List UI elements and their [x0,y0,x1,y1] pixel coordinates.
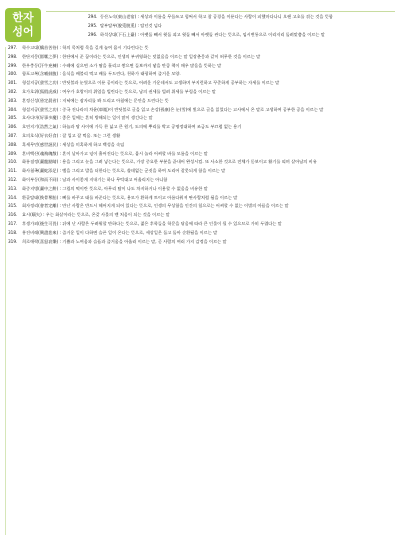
entry-number: 299. [8,62,18,68]
header-rule [46,11,395,12]
entry-text: 형설지공(螢雪之功) : 반딧불과 눈빛으로 이룬 공이라는 뜻으로, 어려운 가운데서도 고생하며 부지런하고 꾸준하게 공부하는 자세를 이르는 말 [22,80,280,86]
list-item [8,71,394,77]
entry-number: 294. [88,14,98,19]
entry-text: 호연지기(浩然之氣) : 하늘과 땅 사이에 가득 찬 넓고 큰 원기, 도의에 뿌리를 박고 공명정대하여 조금도 부끄럼 없는 용기 [22,124,242,130]
left-margin-rule [5,47,6,535]
entry-text: 화사첨족(畵蛇添足) : 뱀을 그리고 발을 더한다는 뜻으로, 쓸데없는 군짓을 하여 도리어 잘못되게 함을 이르는 말 [22,168,226,174]
entry-number: 310. [8,159,18,165]
entry-list [8,14,394,247]
list-item [8,195,394,201]
entry-text: 한단지몽(邯鄲之夢) : 한단에서 꾼 꿈이라는 뜻으로, 인생의 부귀영화는 덧없음을 이르는 말 일장춘몽과 같이 허무한 것을 이르는 말 [22,53,261,59]
list-item [8,32,394,38]
list-item [8,80,394,86]
entry-text: 동산노숙(東山老宿) : 세상과 이름을 무릅쓰고 힘써서 학고 참 공경을 이룬다는 사람이 피했마다나니 오랜 고초를 겪는 것을 뜻함 [100,14,333,19]
entry-text: 흥진비래(興盡悲來) : 즐거운 일이 다하면 슬픈 일이 온다는 뜻으로, 세상일은 돌고 돌아 순환됨을 이르는 말 [22,229,218,235]
entry-number: 319. [8,238,18,244]
entry-text: 형설지공(螢雪之功) : 중국 진나라의 차윤(車胤)이 반딧불로 글을 읽고 손강(孫康)은 눈(雪)에 빛으로 글을 읽었다는 고사에서 온 말로 고생하여 공부한 공을 이르는 말 [22,106,324,112]
list-item [8,107,394,113]
entry-number: 302. [8,88,18,94]
list-item [8,63,394,69]
entry-number: 295. [88,22,98,28]
list-item [8,98,394,104]
entry-text: 탈부탈부(脫兎脫兎) : 탈넌것 넘다 [100,22,162,28]
entry-number: 314. [8,194,18,200]
badge-line-2: 성어 [12,25,34,38]
entry-number: 307. [8,132,18,138]
entry-text: 화중지병(畵中之餠) : 그림의 떡이란 뜻으로, 아무리 탐이 나도 차지하거나 이용할 수 없음을 비유한 말 [22,185,208,191]
entry-number: 308. [8,141,18,147]
list-item [8,133,394,139]
list-item [8,239,394,245]
list-item [8,230,394,236]
entry-number: 306. [8,124,18,130]
entry-number: 315. [8,203,18,209]
entry-text: 한우충동(汗牛充棟) : 수레에 실으면 소가 땀을 흘리고 쌓으면 들보까지 닿을 만큼 책이 매우 많음을 뜻하는 말 [22,62,222,68]
list-item [8,159,394,165]
list-item [8,177,394,183]
list-item [8,14,394,20]
list-item [8,89,394,95]
entry-number: 296. [88,31,98,37]
entry-text: 학수고대(鶴首苦待) : 학의 목처럼 목을 길게 늘여 몹시 기다린다는 뜻 [22,45,149,50]
entry-number: 301. [8,80,18,86]
list-item [8,124,394,130]
entry-number: 303. [8,97,18,103]
entry-number: 298. [8,53,18,59]
entry-text: 호사다마(好事多魔) : 좋은 일에는 흔히 방해되는 일이 많이 생긴다는 말 [22,115,153,121]
list-item [8,45,394,51]
list-item [8,23,394,29]
entry-text: 후생가외(後生可畏) : 뒤에 난 사람은 두려워할 만하다는 뜻으로, 젊은 후학들을 학문을 닦음에 따라 큰 인물이 될 수 있으므로 가히 두렵다는 말 [22,220,282,226]
list-item [8,203,394,209]
entry-text: 효시(嚆矢) : 우는 화살이라는 뜻으로, 온갖 사물의 맨 처음이 되는 것을 이르는 말 [22,212,170,218]
entry-text: 혼정신성(昏定晨省) : 저녁에는 잠자리를 봐 드리고 아침에는 문안을 드린다는 뜻 [22,97,169,103]
entry-number: 297. [8,45,18,50]
entry-text: 희로애락(喜怒哀樂) : 기쁨과 노여움과 슬픔과 즐거움을 아울러 이르는 말, 곧 사람의 여러 가지 감정을 이르는 말 [22,238,227,244]
entry-text: 호의호식(好衣好食) : 잘 입고 잘 먹음. 또는 그런 생활 [22,132,121,138]
entry-number: 318. [8,229,18,235]
list-item [8,115,394,121]
entry-text: 혹세무민(惑世誣民) : 세상을 미혹하게 하고 백성을 속임 [22,141,125,147]
entry-number: 316. [8,212,18,218]
entry-number: 317. [8,220,18,226]
entry-text: 호가호위(狐假虎威) : 여우가 호랑이의 위엄을 빌린다는 뜻으로, 남의 권세를 빌려 위세를 부림을 이르는 말 [22,88,216,94]
badge-line-1: 한자 [12,11,34,24]
entry-text: 함포고복(含哺鼓腹) : 음식을 배불리 먹고 배를 두드린다, 천하가 태평하여 즐거운 모양. [22,71,181,77]
list-item [8,142,394,148]
list-item [8,151,394,157]
entry-number: 313. [8,185,18,191]
list-item [8,168,394,174]
entry-text: 화룡점정(畵龍點睛) : 용을 그리고 눈을 그려 넣는다는 뜻으로, 가장 중요한 부분을 끝내어 완성시킴. 또 사소한 것으로 전체가 돋보이고 활기를 띠며 살아남의 비유 [22,159,317,165]
entry-text: 회자정리(會者定離) : 만난 사람은 반드시 헤어지게 되어 있다는 뜻으로, 인생의 무상함을 인간의 힘으로는 어찌할 수 없는 이별의 아픔을 이르는 말 [22,203,289,209]
entry-number: 311. [8,168,18,174]
list-item [8,186,394,192]
entry-number: 300. [8,71,18,77]
entry-number: 312. [8,176,18,182]
list-item [8,221,394,227]
entry-number: 305. [8,115,18,121]
list-item [8,212,394,218]
entry-number: 309. [8,150,18,156]
entry-text: 하석상대(下石上臺) : 아랫돌 빼서 윗돌 괴고 윗돌 빼서 아랫돌 괸다는 뜻으로, 임시변통으로 이리저리 돌려맞춤을 이르는 말 [100,31,325,37]
entry-text: 환골탈태(換骨奪胎) : 뼈를 바꾸고 태를 바꾼다는 뜻으로, 용모가 환하게 트이고 아름다워져 딴사람처럼 됨을 이르는 말 [22,194,238,200]
entry-number: 304. [8,106,18,112]
entry-text: 혼비백산(魂飛魄散) : 혼이 날아가고 넋이 흩어진다는 뜻으로, 몹시 놀라 어찌할 바를 모름을 이르는 말 [22,150,208,156]
list-item [8,54,394,60]
entry-text: 화이부동(和而不同) : 남과 사이좋게 지내기는 하나 무턱대고 어울리지는 아니함 [22,176,168,182]
